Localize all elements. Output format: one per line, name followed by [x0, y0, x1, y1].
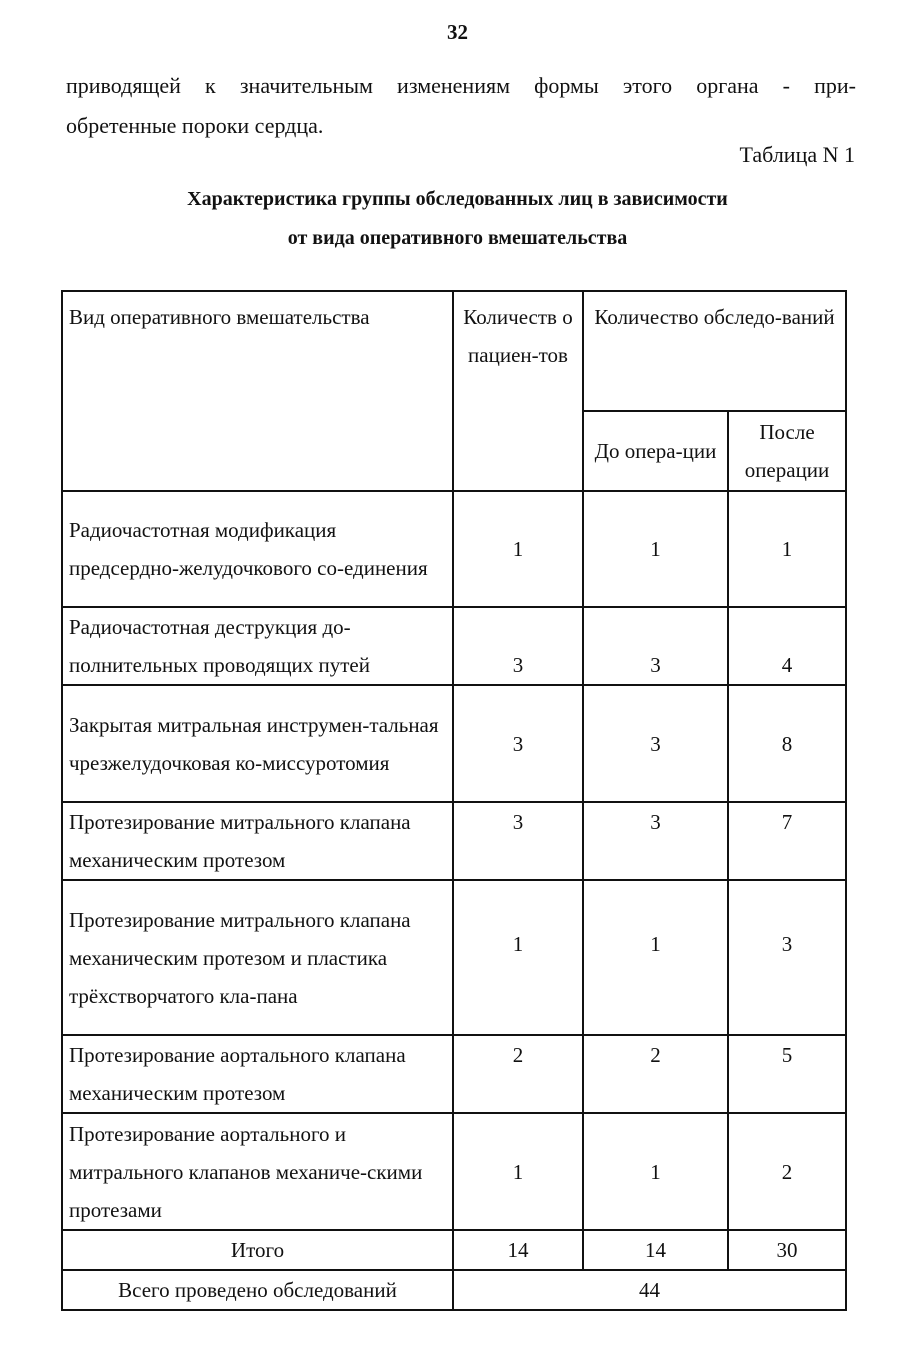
row-patients: 3 [453, 685, 583, 802]
table-number: Таблица N 1 [739, 142, 855, 167]
row-before: 2 [583, 1035, 728, 1113]
row-name: Радиочастотная деструкция до-полнительных проводящих путей [62, 607, 453, 685]
row-after: 2 [728, 1113, 846, 1230]
row-before: 3 [583, 607, 728, 685]
row-patients: 3 [453, 607, 583, 685]
page-number: 32 [447, 20, 468, 44]
total-after: 30 [728, 1230, 846, 1270]
header-patients [453, 291, 583, 491]
table-row [62, 802, 846, 880]
total-patients: 14 [453, 1230, 583, 1270]
row-after: 7 [728, 802, 846, 880]
table-row [62, 491, 846, 607]
grand-total-label: Всего проведено обследований [62, 1270, 453, 1310]
total-label: Итого [62, 1230, 453, 1270]
table-row [62, 685, 846, 802]
row-before: 1 [583, 1113, 728, 1230]
row-patients: 1 [453, 880, 583, 1035]
row-patients: 3 [453, 802, 583, 880]
header-after: После операции [728, 411, 846, 491]
paragraph-line-2: обретенные пороки сердца. [66, 113, 324, 138]
header-patients-label: Количеств о пациен-тов [463, 305, 573, 367]
row-name: Радиочастотная модификация предсердно-желудочкового со-единения [62, 491, 453, 607]
grand-total-row [62, 1270, 846, 1310]
intro-paragraph [66, 66, 856, 146]
table-row [62, 1113, 846, 1230]
row-after: 8 [728, 685, 846, 802]
header-before: До опера-ции [583, 411, 728, 491]
row-after: 1 [728, 491, 846, 607]
row-name: Протезирование митрального клапана механическим протезом [62, 802, 453, 880]
row-after: 4 [728, 607, 846, 685]
header-type: Вид оперативного вмешательства [62, 291, 453, 491]
row-patients: 1 [453, 1113, 583, 1230]
row-before: 3 [583, 685, 728, 802]
header-exams: Количество обследо-ваний [583, 291, 846, 411]
total-row [62, 1230, 846, 1270]
row-name: Протезирование аортального и митрального клапанов механиче-скими протезами [62, 1113, 453, 1230]
row-after: 3 [728, 880, 846, 1035]
table-row [62, 607, 846, 685]
row-name: Протезирование митрального клапана механическим протезом и пластика трёхстворчатого кла-пана [62, 880, 453, 1035]
row-before: 1 [583, 491, 728, 607]
row-name: Протезирование аортального клапана механическим протезом [62, 1035, 453, 1113]
table-title [0, 180, 915, 258]
grand-total-value: 44 [453, 1270, 846, 1310]
row-before: 3 [583, 802, 728, 880]
total-before: 14 [583, 1230, 728, 1270]
header-row [62, 291, 846, 411]
table-title-line-1: Характеристика группы обследованных лиц в зависимости [187, 188, 728, 210]
table-title-line-2: от вида оперативного вмешательства [287, 227, 628, 249]
paragraph-line-1: приводящей к значительным изменениям формы этого органа - при- [66, 73, 856, 98]
table-row [62, 880, 846, 1035]
row-after: 5 [728, 1035, 846, 1113]
data-table [61, 290, 847, 1311]
row-patients: 1 [453, 491, 583, 607]
table-row [62, 1035, 846, 1113]
row-before: 1 [583, 880, 728, 1035]
row-name: Закрытая митральная инструмен-тальная чрезжелудочковая ко-миссуротомия [62, 685, 453, 802]
row-patients: 2 [453, 1035, 583, 1113]
